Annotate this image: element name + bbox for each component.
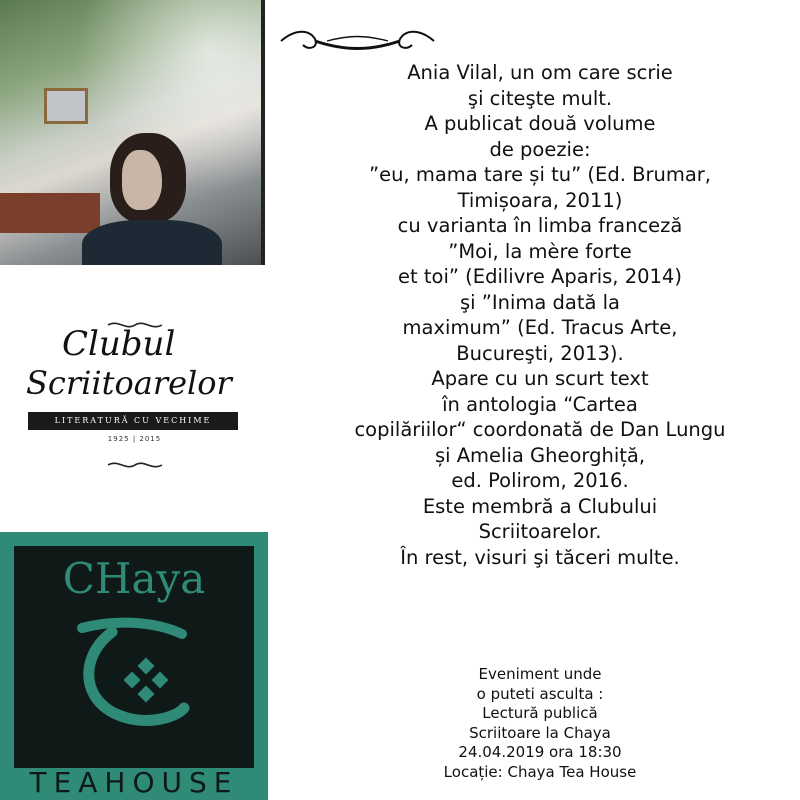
- chaya-logo: [0, 532, 268, 800]
- bio-line: ed. Polirom, 2016.: [451, 469, 629, 492]
- event-line: Scriitoare la Chaya: [469, 723, 611, 742]
- chaya-tagline-bar: [0, 768, 268, 800]
- bio-line: Scriitoarelor.: [478, 520, 602, 543]
- bio-line: în antologia “Cartea: [442, 392, 638, 416]
- photo-shoulders: [82, 220, 222, 265]
- decorative-divider-icon: [275, 25, 440, 57]
- bio-line: Apare cu un scurt text: [431, 367, 649, 390]
- chaya-tagline: TEAHOUSE: [29, 766, 239, 799]
- chaya-glyph-icon: [72, 614, 192, 734]
- event-line: Eveniment unde: [478, 665, 602, 683]
- bio-line: Ania Vilal, un om care scrie: [407, 61, 673, 84]
- event-line: Locație: Chaya Tea House: [443, 762, 637, 781]
- bio-line: ”eu, mama tare și tu” (Ed. Brumar,: [368, 163, 712, 186]
- chaya-logo-inner: [14, 546, 254, 786]
- bio-line: copilăriilor“ coordonată de Dan Lungu: [354, 418, 726, 441]
- club-tagline-banner: LITERATURĂ CU VECHIME: [28, 412, 238, 430]
- photo-bench: [0, 193, 100, 233]
- club-name-line1: Clubul: [62, 324, 176, 364]
- ornament-bottom-icon: [106, 452, 164, 476]
- bio-line: cu varianta în limba franceză: [397, 214, 683, 237]
- bio-line: Este membră a Clubului: [422, 494, 658, 518]
- club-logo: [22, 312, 247, 472]
- event-details: [280, 665, 800, 782]
- bio-line: și Amelia Gheorghiță,: [434, 443, 646, 467]
- bio-line: Timișoara, 2011): [457, 188, 623, 212]
- bio-line: Bucureşti, 2013).: [456, 341, 624, 365]
- club-years: 1925 | 2015: [107, 435, 162, 443]
- bio-line: şi ”Inima dată la: [459, 290, 621, 314]
- bio-line: de poezie:: [489, 137, 591, 161]
- bio-line: A publicat două volume: [424, 112, 656, 135]
- event-line: Lectură publică: [482, 704, 598, 722]
- bio-line: ”Moi, la mère forte: [448, 239, 632, 263]
- event-line: 24.04.2019 ora 18:30: [458, 743, 622, 761]
- event-line: o puteti asculta :: [476, 684, 604, 703]
- chaya-name: CHaya: [62, 554, 206, 603]
- photo-wall-frame: [44, 88, 88, 124]
- bio-line: În rest, visuri şi tăceri multe.: [400, 545, 680, 569]
- club-name-line2: Scriitoarelor: [26, 364, 232, 402]
- photo-face: [122, 150, 162, 210]
- bio-line: şi citeşte mult.: [467, 86, 613, 110]
- author-photo: [0, 0, 265, 265]
- photo-edge: [261, 0, 265, 265]
- bio-line: et toi” (Edilivre Aparis, 2014): [398, 265, 682, 288]
- bio-line: maximum” (Ed. Tracus Arte,: [402, 316, 678, 339]
- author-bio: [280, 60, 800, 570]
